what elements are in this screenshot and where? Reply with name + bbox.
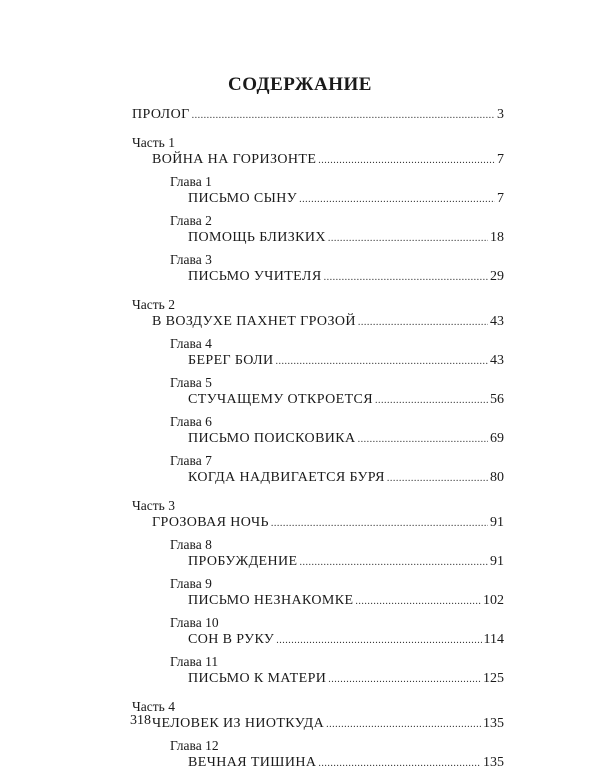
toc-entry-page: 18 bbox=[490, 230, 504, 245]
toc-entry-page: 3 bbox=[497, 107, 504, 122]
toc-entry-title: ПИСЬМО УЧИТЕЛЯ bbox=[188, 269, 322, 284]
toc-entry-title: СТУЧАЩЕМУ ОТКРОЕТСЯ bbox=[188, 392, 373, 407]
part-caption: Часть 2 bbox=[132, 297, 175, 312]
toc-entry-title: СОН В РУКУ bbox=[188, 632, 275, 647]
toc-entry-page: 43 bbox=[490, 314, 504, 329]
table-of-contents bbox=[132, 106, 504, 772]
leader-dots bbox=[276, 632, 481, 649]
toc-entry-title: ПОМОЩЬ БЛИЗКИХ bbox=[188, 230, 326, 245]
toc-entry-title: ПИСЬМО ПОИСКОВИКА bbox=[188, 431, 356, 446]
toc-entry-title: ВЕЧНАЯ ТИШИНА bbox=[188, 755, 317, 770]
chapter-caption: Глава 6 bbox=[170, 414, 212, 429]
toc-entry-page: 56 bbox=[490, 392, 504, 407]
chapter-caption: Глава 8 bbox=[170, 537, 212, 552]
toc-entry-page: 91 bbox=[490, 554, 504, 569]
leader-dots bbox=[328, 230, 488, 247]
toc-entry-page: 29 bbox=[490, 269, 504, 284]
toc-entry-part bbox=[132, 715, 504, 733]
chapter-caption: Глава 10 bbox=[170, 615, 219, 630]
toc-entry-chapter bbox=[132, 631, 504, 649]
chapter-caption: Глава 2 bbox=[170, 213, 212, 228]
leader-dots bbox=[318, 755, 481, 772]
leader-dots bbox=[387, 470, 488, 487]
toc-entry-page: 135 bbox=[483, 716, 504, 731]
toc-entry-page: 43 bbox=[490, 353, 504, 368]
toc-entry-part bbox=[132, 514, 504, 532]
leader-dots bbox=[299, 191, 495, 208]
toc-entry-chapter bbox=[132, 391, 504, 409]
toc-entry-chapter bbox=[132, 352, 504, 370]
page-title: СОДЕРЖАНИЕ bbox=[228, 74, 372, 95]
leader-dots bbox=[355, 593, 481, 610]
part-caption: Часть 1 bbox=[132, 135, 175, 150]
chapter-caption: Глава 5 bbox=[170, 375, 212, 390]
chapter-caption: Глава 1 bbox=[170, 174, 212, 189]
leader-dots bbox=[271, 515, 488, 532]
spacer bbox=[132, 487, 504, 497]
toc-entry-chapter bbox=[132, 268, 504, 286]
leader-dots bbox=[324, 269, 488, 286]
toc-entry-title: ЧЕЛОВЕК ИЗ НИОТКУДА bbox=[152, 716, 325, 731]
toc-entry-title: ПРОЛОГ bbox=[132, 107, 190, 122]
toc-entry-title: БЕРЕГ БОЛИ bbox=[188, 353, 274, 368]
leader-dots bbox=[275, 353, 488, 370]
spacer bbox=[132, 688, 504, 698]
toc-entry-title: ПИСЬМО К МАТЕРИ bbox=[188, 671, 327, 686]
leader-dots bbox=[375, 392, 488, 409]
toc-entry-chapter bbox=[132, 592, 504, 610]
toc-entry-page: 125 bbox=[483, 671, 504, 686]
leader-dots bbox=[192, 107, 495, 124]
toc-entry-chapter bbox=[132, 469, 504, 487]
spacer bbox=[132, 124, 504, 134]
part-caption: Часть 4 bbox=[132, 699, 175, 714]
chapter-caption: Глава 7 bbox=[170, 453, 212, 468]
toc-entry-chapter bbox=[132, 670, 504, 688]
leader-dots bbox=[328, 671, 481, 688]
toc-entry-chapter bbox=[132, 754, 504, 772]
toc-entry-chapter bbox=[132, 430, 504, 448]
toc-entry-chapter bbox=[132, 553, 504, 571]
spacer bbox=[132, 286, 504, 296]
chapter-caption: Глава 11 bbox=[170, 654, 219, 669]
toc-entry-title: В ВОЗДУХЕ ПАХНЕТ ГРОЗОЙ bbox=[152, 314, 356, 329]
chapter-caption: Глава 9 bbox=[170, 576, 212, 591]
toc-entry-part bbox=[132, 313, 504, 331]
toc-entry-page: 135 bbox=[483, 755, 504, 770]
toc-entry-title: ВОЙНА НА ГОРИЗОНТЕ bbox=[152, 152, 317, 167]
toc-entry-title: ПИСЬМО СЫНУ bbox=[188, 191, 298, 206]
leader-dots bbox=[358, 314, 488, 331]
toc-entry-page: 7 bbox=[497, 191, 504, 206]
chapter-caption: Глава 4 bbox=[170, 336, 212, 351]
page-number: 318 bbox=[130, 713, 151, 728]
toc-entry-chapter bbox=[132, 190, 504, 208]
toc-entry-title: ПИСЬМО НЕЗНАКОМКЕ bbox=[188, 593, 354, 608]
toc-entry-title: ПРОБУЖДЕНИЕ bbox=[188, 554, 298, 569]
toc-entry-part bbox=[132, 151, 504, 169]
toc-entry-page: 114 bbox=[483, 632, 504, 647]
toc-entry-page: 91 bbox=[490, 515, 504, 530]
part-caption: Часть 3 bbox=[132, 498, 175, 513]
toc-entry-prologue bbox=[132, 106, 504, 124]
leader-dots bbox=[318, 152, 495, 169]
toc-entry-page: 102 bbox=[483, 593, 504, 608]
chapter-caption: Глава 3 bbox=[170, 252, 212, 267]
chapter-caption: Глава 12 bbox=[170, 738, 219, 753]
leader-dots bbox=[299, 554, 488, 571]
toc-entry-title: ГРОЗОВАЯ НОЧЬ bbox=[152, 515, 269, 530]
toc-entry-page: 80 bbox=[490, 470, 504, 485]
toc-entry-page: 69 bbox=[490, 431, 504, 446]
toc-entry-title: КОГДА НАДВИГАЕТСЯ БУРЯ bbox=[188, 470, 385, 485]
parts-list bbox=[132, 124, 504, 772]
toc-entry-chapter bbox=[132, 229, 504, 247]
toc-entry-page: 7 bbox=[497, 152, 504, 167]
leader-dots bbox=[326, 716, 481, 733]
leader-dots bbox=[358, 431, 488, 448]
